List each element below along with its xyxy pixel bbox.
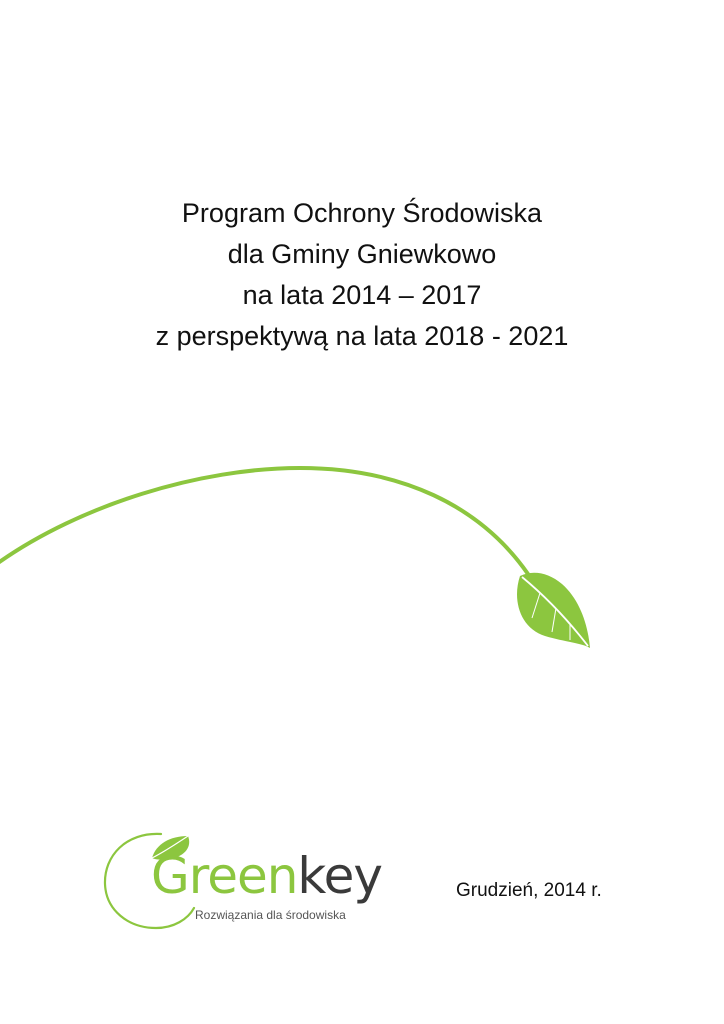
logo-wordmark	[151, 846, 382, 906]
logo-word-dark: key	[297, 847, 382, 905]
title-line-3: na lata 2014 – 2017	[242, 280, 482, 310]
logo-tagline: Rozwiązania dla środowiska	[195, 908, 346, 922]
document-date: Grudzień, 2014 r.	[456, 880, 602, 901]
title-line-2: dla Gminy Gniewkowo	[227, 239, 497, 269]
title-line-1: Program Ochrony Środowiska	[181, 198, 543, 228]
leaf-icon	[517, 573, 590, 648]
logo-word-green: Green	[151, 847, 298, 905]
greenkey-logo	[96, 826, 386, 936]
stem-curve	[0, 468, 528, 574]
title-line-4: z perspektywą na lata 2018 - 2021	[155, 321, 569, 351]
